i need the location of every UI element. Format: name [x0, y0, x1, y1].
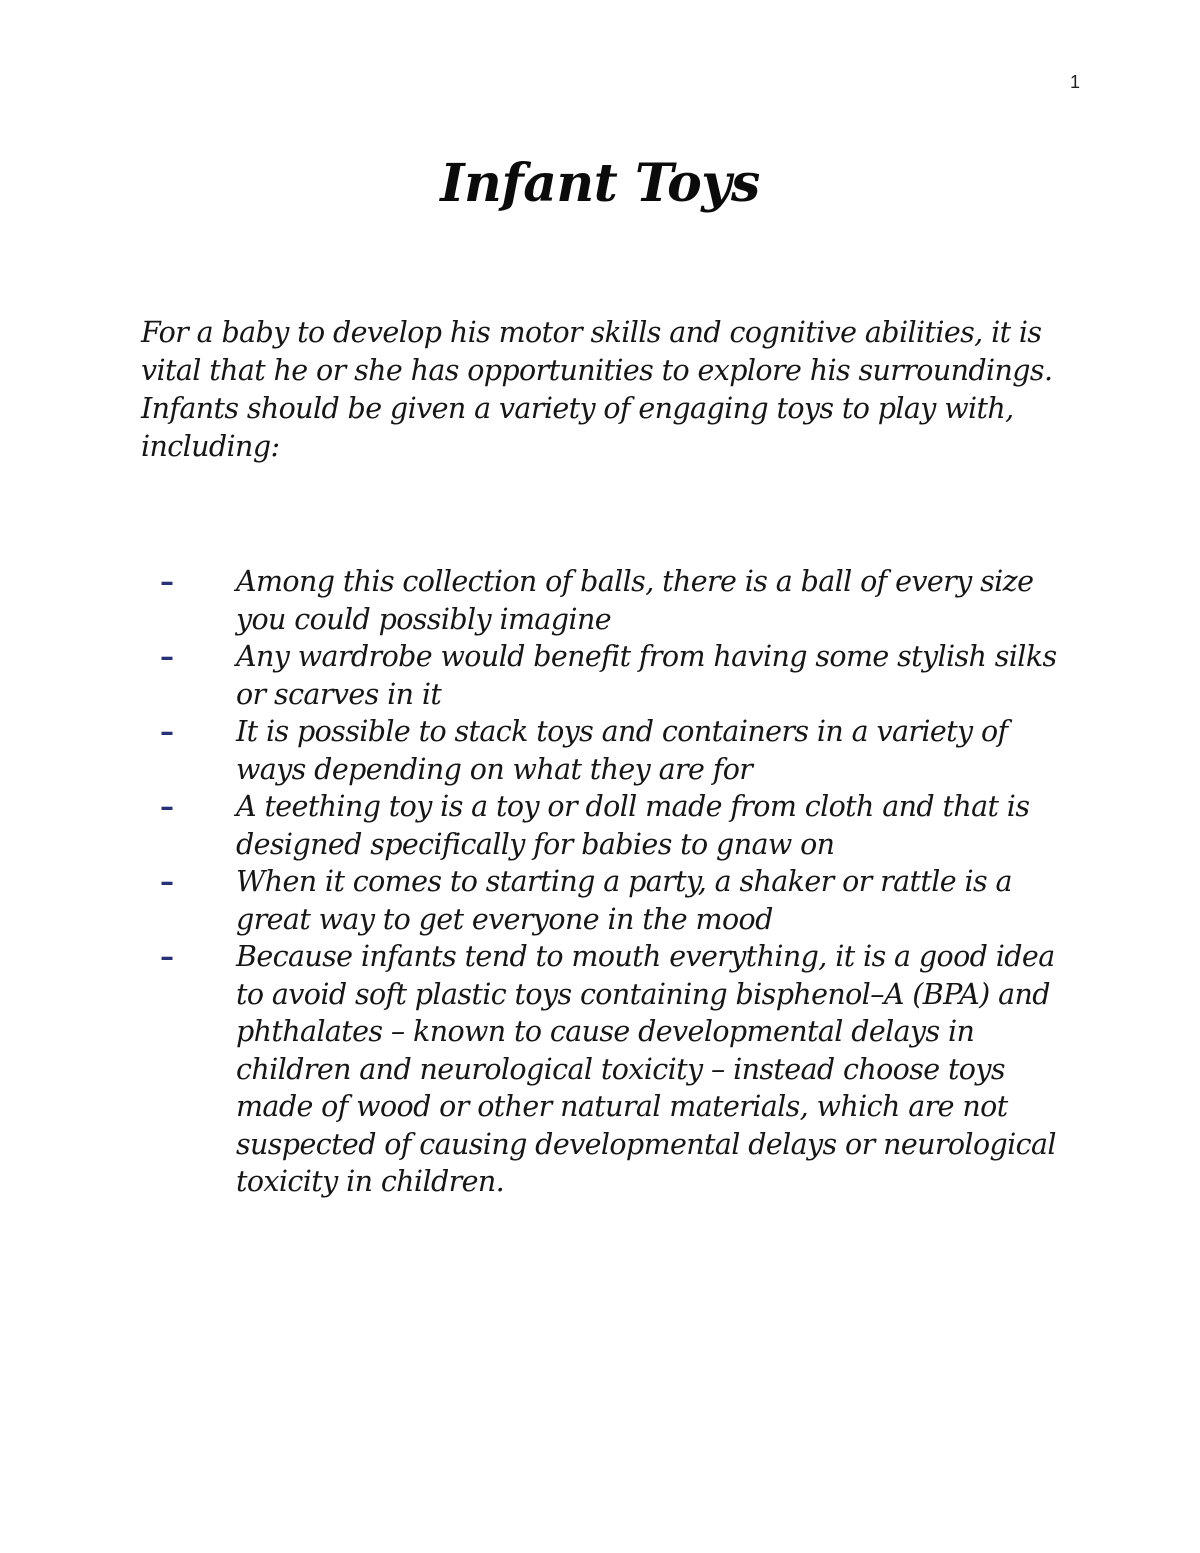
list-item-text: Because infants tend to mouth everything, it is a good idea to avoid soft plastic toys containing bisphenol–A (BPA) and phthalates – known to cause developmental delays in children and neurological toxicity – instead choose toys made of wood or other natural materials, which are not suspected of causing developmental delays or neurological toxicity in children.: [236, 940, 1056, 1198]
page-number: 1: [1069, 72, 1080, 92]
page-title: Infant Toys: [440, 153, 760, 214]
list-item-text: It is possible to stack toys and containers in a variety of ways depending on what they are for: [236, 715, 1008, 786]
dash-bullet-icon: –: [160, 940, 174, 973]
dash-bullet-icon: –: [160, 565, 174, 598]
dash-bullet-icon: –: [160, 865, 174, 898]
dash-bullet-icon: –: [160, 790, 174, 823]
list-item-text: Among this collection of balls, there is a ball of every size you could possibly imagine: [236, 565, 1034, 636]
list-item: [160, 713, 1060, 788]
list-item-text: When it comes to starting a party, a shaker or rattle is a great way to get everyone in the mood: [236, 865, 1012, 936]
list-item: [160, 563, 1060, 638]
list-item: [160, 863, 1060, 938]
dash-bullet-icon: –: [160, 640, 174, 673]
intro-paragraph: For a baby to develop his motor skills and cognitive abilities, it is vital that he or she has opportunities to explore his surroundings. Infants should be given a variety of engaging toys to play with, including:: [141, 316, 1053, 463]
list-item-text: Any wardrobe would benefit from having some stylish silks or scarves in it: [236, 640, 1057, 711]
list-item: [160, 788, 1060, 863]
toy-list: [160, 563, 1060, 1201]
dash-bullet-icon: –: [160, 715, 174, 748]
list-item-text: A teething toy is a toy or doll made from cloth and that is designed specifically for babies to gnaw on: [236, 790, 1030, 861]
list-item: [160, 938, 1060, 1201]
list-item: [160, 638, 1060, 713]
